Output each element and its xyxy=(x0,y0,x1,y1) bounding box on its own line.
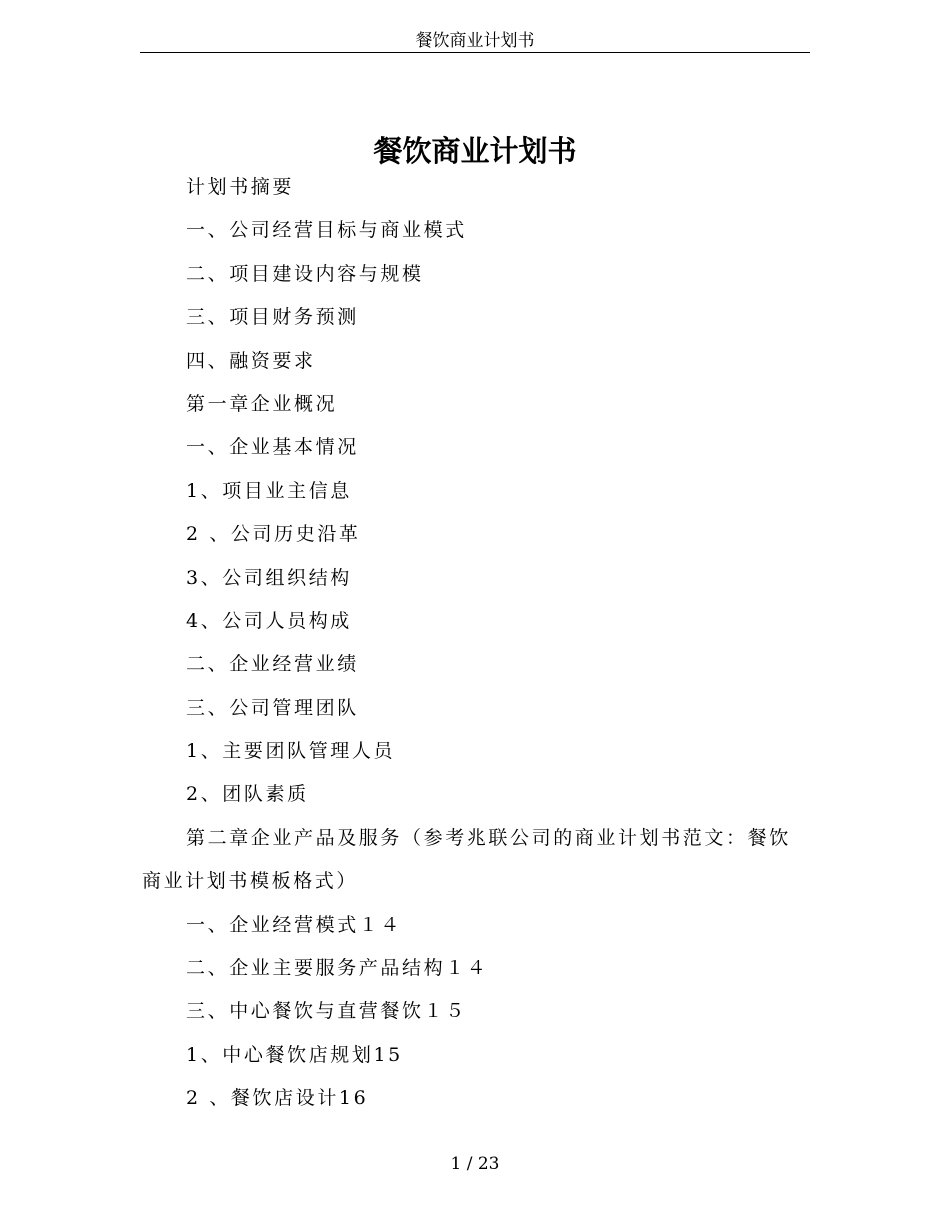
toc-line: 3、公司组织结构 xyxy=(186,566,352,589)
page-number: 1 / 23 xyxy=(450,1154,500,1174)
toc-line: 2 、餐饮店设计16 xyxy=(186,1087,369,1110)
toc-line-continuation: 商业计划书模板格式） xyxy=(142,870,359,893)
header-rule xyxy=(140,52,810,53)
toc-line: 二、项目建设内容与规模 xyxy=(186,262,424,285)
toc-line: 4、公司人员构成 xyxy=(186,609,352,632)
toc-line: 2 、公司历史沿革 xyxy=(186,523,361,546)
toc-line: 一、企业基本情况 xyxy=(186,436,359,459)
toc-line: 一、公司经营目标与商业模式 xyxy=(186,219,467,242)
toc-line: 二、企业经营业绩 xyxy=(186,653,359,676)
toc-line: 三、项目财务预测 xyxy=(186,306,359,329)
table-of-contents xyxy=(142,166,812,1121)
toc-line: 三、中心餐饮与直营餐饮１５ xyxy=(186,1000,467,1023)
toc-line: 第二章企业产品及服务（参考兆联公司的商业计划书范文：餐饮 xyxy=(186,826,791,849)
toc-line: 1、中心餐饮店规划15 xyxy=(186,1043,403,1066)
toc-line: 四、融资要求 xyxy=(186,349,316,372)
toc-line: 一、企业经营模式１４ xyxy=(186,913,403,936)
toc-line: 三、公司管理团队 xyxy=(186,696,359,719)
document-title: 餐饮商业计划书 xyxy=(373,134,577,169)
toc-line: 第一章企业概况 xyxy=(186,392,338,415)
toc-line: 1、项目业主信息 xyxy=(186,479,352,502)
toc-line: 1、主要团队管理人员 xyxy=(186,740,396,763)
toc-line: 2、团队素质 xyxy=(186,783,309,806)
toc-line: 计划书摘要 xyxy=(186,176,295,198)
running-header: 餐饮商业计划书 xyxy=(415,31,535,51)
toc-line: 二、企业主要服务产品结构１４ xyxy=(186,957,489,980)
